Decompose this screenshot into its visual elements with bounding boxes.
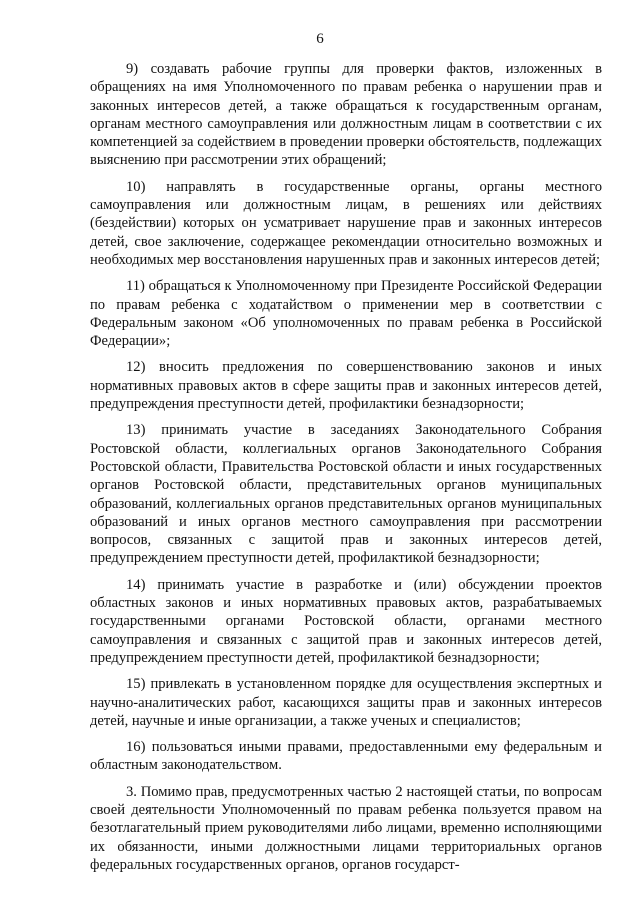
paragraph-item-16: 16) пользоваться иными правами, предоставленными ему федеральным и областным законодательством. [90, 739, 602, 774]
paragraph-item-10: 10) направлять в государственные органы, органы местного самоуправления или должностным лицам, в решениях или действиях (бездействии) которых он усматривает нарушение прав и законных интересов детей, свое заключение, содержащее рекомендации относительно возможных и необходимых мер восстановления нарушенных прав и законных интересов детей; [90, 178, 602, 268]
page-number: 6 [316, 31, 324, 47]
paragraph-item-11: 11) обращаться к Уполномоченному при Президенте Российской Федерации по правам ребенка с ходатайством о применении мер в соответствии с Федеральным законом «Об уполномоченных по правам ребенка в Российской Федерации»; [90, 278, 602, 350]
paragraph-item-12: 12) вносить предложения по совершенствованию законов и иных нормативных правовых актов в сфере защиты прав и законных интересов детей, предупреждения преступности детей, профилактики безнадзорности; [90, 359, 602, 413]
paragraph-item-15: 15) привлекать в установленном порядке для осуществления экспертных и научно-аналитических работ, касающихся защиты прав и законных интересов детей, научные и иные организации, а также ученых и специалистов; [90, 676, 602, 729]
paragraph-item-13: 13) принимать участие в заседаниях Законодательного Собрания Ростовской области, коллегиальных органов Законодательного Собрания Ростовской области, Правительства Ростовской области и иных государственных органов Ростовской области, представительных органов муниципальных образований, коллегиальных органов представительных органов муниципальных образований и иных органов местного самоуправления при рассмотрении вопросов, связанных с защитой прав и законных интересов детей, предупреждением преступности детей, профилактикой безнадзорности; [90, 422, 602, 567]
paragraph-item-14: 14) принимать участие в разработке и (или) обсуждении проектов областных законов и иных нормативных правовых актов, разрабатываемых государственными органами Ростовской области, органами местного самоуправления и связанных с защитой прав и законных интересов детей, предупреждением преступности детей, профилактикой безнадзорности; [90, 576, 602, 666]
paragraph-item-9: 9) создавать рабочие группы для проверки фактов, изложенных в обращениях на имя Уполномоченного по правам ребенка о нарушении прав и законных интересов детей, а также обращаться к государственным органам, органам местного самоуправления или должностным лицам в соответствии с их компетенцией за содействием в проведении проверки обстоятельств, подлежащих выяснению при рассмотрении этих обращений; [90, 61, 602, 169]
document-body [90, 60, 602, 882]
paragraph-part-3: 3. Помимо прав, предусмотренных частью 2 настоящей статьи, по вопросам своей деятельности Уполномоченный по правам ребенка пользуется правом на безотлагательный прием руководителями либо лицами, временно исполняющими их обязанности, иными должностными лицами территориальных органов федеральных государственных органов, органов государст- [90, 783, 602, 873]
